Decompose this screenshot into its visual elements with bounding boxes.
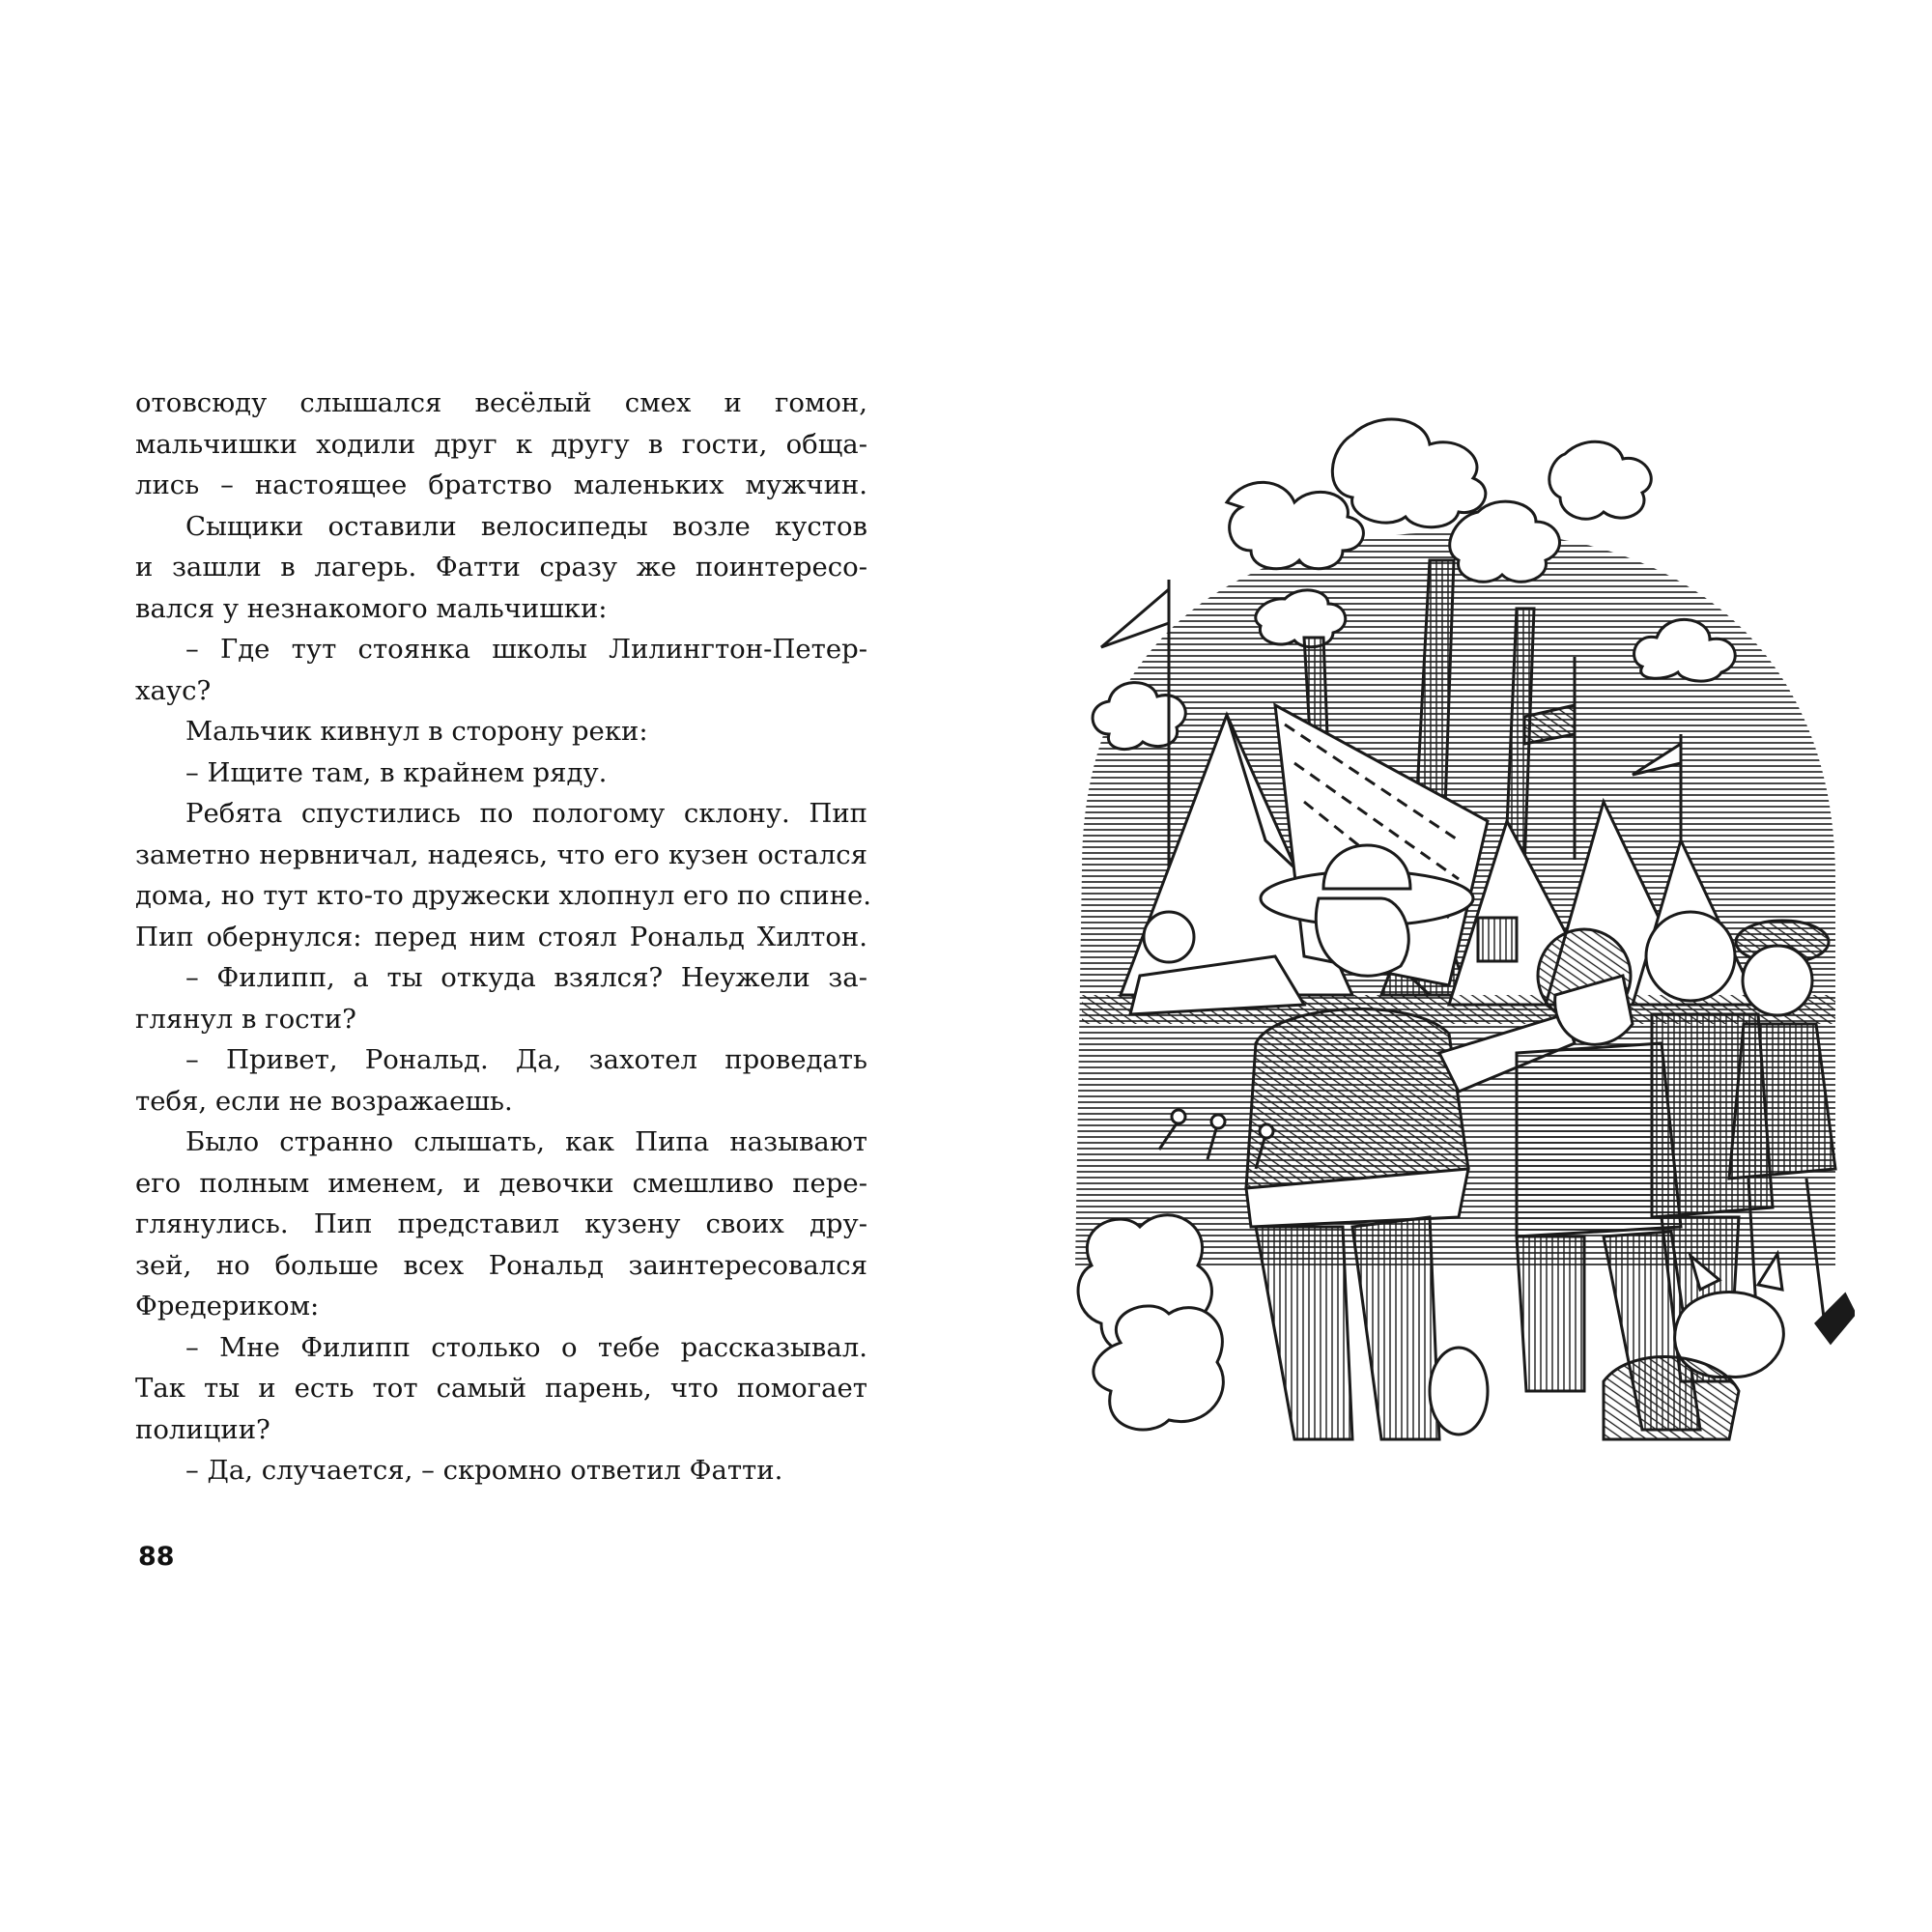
text-line: Было странно слышать, как Пипа называют <box>185 1126 867 1157</box>
text-line: – Филипп, а ты откуда взялся? Неужели за- <box>185 962 867 993</box>
text-line: его полным именем, и девочки смешливо пере- <box>135 1167 867 1199</box>
text-line: – Ищите там, в крайнем ряду. <box>185 756 608 788</box>
text-line: заметно нервничал, надеясь, что его кузен остался <box>135 838 867 870</box>
text-line: зей, но больше всех Рональд заинтересовался <box>135 1249 867 1281</box>
text-line: – Да, случается, – скромно ответил Фатти. <box>185 1455 783 1486</box>
text-line: дома, но тут кто-то дружески хлопнул его по спине. <box>135 880 872 911</box>
text-line: глянулись. Пип представил кузену своих дру- <box>135 1208 867 1239</box>
text-line: отовсюду слышался весёлый смех и гомон, <box>135 387 867 418</box>
text-line: Мальчик кивнул в сторону реки: <box>185 716 648 747</box>
text-line: вался у незнакомого мальчишки: <box>135 592 608 624</box>
camp-illustration <box>1063 415 1855 1449</box>
text-line: мальчишки ходили друг к другу в гости, обща- <box>135 428 867 460</box>
text-line: полиции? <box>135 1413 270 1445</box>
text-line: лись – настоящее братство маленьких мужчин. <box>135 469 867 500</box>
text-line: Фредериком: <box>135 1291 320 1321</box>
text-line: глянул в гости? <box>135 1003 356 1035</box>
text-line: Ребята спустились по пологому склону. Пип <box>185 798 867 829</box>
page-number: 88 <box>138 1542 175 1572</box>
text-line: – Привет, Рональд. Да, захотел проведать <box>185 1044 867 1075</box>
text-line: Сыщики оставили велосипеды возле кустов <box>185 510 867 542</box>
text-line: Так ты и есть тот самый парень, что помогает <box>135 1373 867 1404</box>
left-page-text <box>135 383 872 1492</box>
text-line: хаус? <box>135 674 212 706</box>
illustration-svg <box>1063 415 1855 1449</box>
text-line: Пип обернулся: перед ним стоял Рональд Хилтон. <box>135 921 867 952</box>
text-line: тебя, если не возражаешь. <box>135 1085 513 1117</box>
text-line: и зашли в лагерь. Фатти сразу же поинтересо- <box>135 552 867 582</box>
text-line: – Где тут стоянка школы Лилингтон-Петер- <box>185 634 867 665</box>
text-line: – Мне Филипп столько о тебе рассказывал. <box>185 1331 867 1363</box>
